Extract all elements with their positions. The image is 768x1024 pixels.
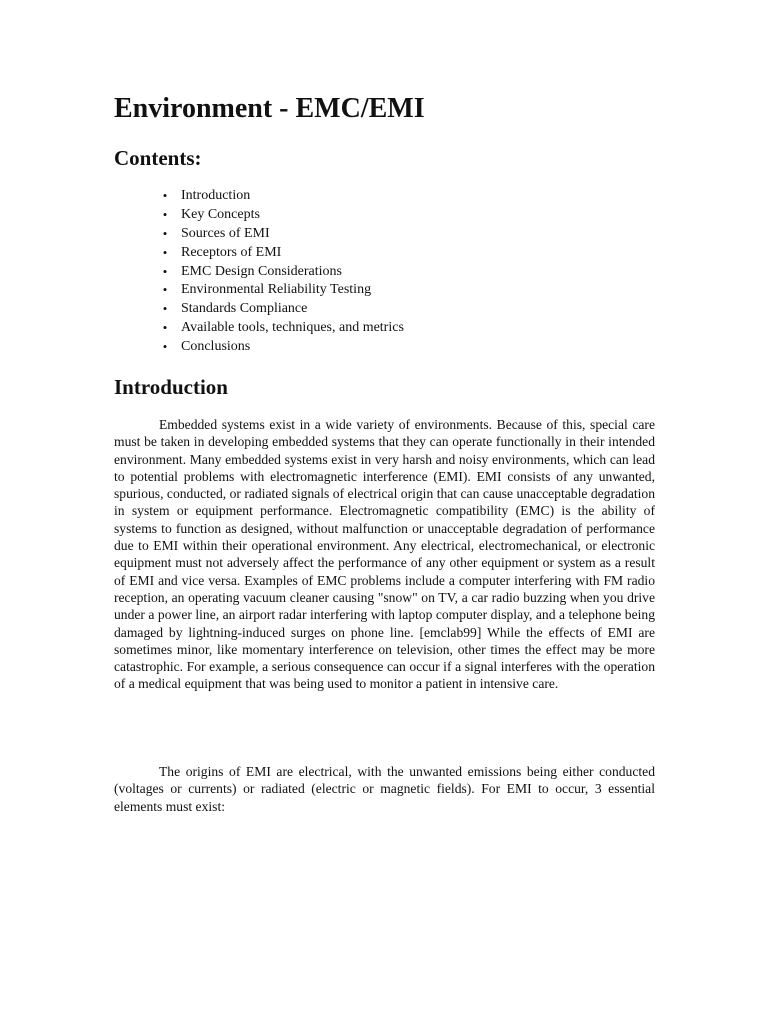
contents-item-conclusions [114,338,404,357]
contents-item-label: Environmental Reliability Testing [181,282,372,298]
introduction-paragraph-1: Embedded systems exist in a wide variety of environments. Because of this, special care must be taken in developing embedded systems that they can operate functionally in their intended environment. Many embedded systems exist in very harsh and noisy environments, which can lead to potential problems with electromagnetic interference (EMI). EMI consists of any unwanted, spurious, conducted, or radiated signals of electrical origin that can cause unacceptable degradation in system or equipment performance. Electromagnetic compatibility (EMC) is the ability of systems to function as designed, without malfunction or unacceptable degradation of performance due to EMI within their operational environment. Any electrical, electromechanical, or electronic equipment must not adversely affect the performance of any other equipment or system as a result of EMI and vice versa. Examples of EMC problems include a computer interfering with FM radio reception, an operating vacuum cleaner causing "snow" on TV, a car radio buzzing when you drive under a power line, an airport radar interfering with laptop computer display, and a telephone being damaged by lightning-induced surges on phone line. [emclab99] While the effects of EMI are sometimes minor, like momentary interference on television, other times the effect may be more catastrophic. For example, a serious consequence can occur if a signal interferes with the operation of a medical equipment that was being used to monitor a patient in intensive care. [114,417,655,692]
bullet-icon: • [162,206,168,222]
contents-item-environmental-reliability-testing [114,281,404,300]
contents-item-introduction [114,187,404,206]
contents-item-emc-design-considerations [114,263,404,282]
bullet-icon: • [162,282,168,298]
contents-item-label: Available tools, techniques, and metrics [181,320,404,336]
contents-item-label: EMC Design Considerations [181,263,342,279]
contents-item-key-concepts [114,206,404,225]
contents-item-available-tools [114,319,404,338]
contents-item-label: Introduction [181,188,251,203]
bullet-icon: • [162,244,168,260]
contents-item-label: Key Concepts [181,206,260,222]
contents-item-receptors-of-emi [114,244,404,263]
contents-item-label: Conclusions [181,339,251,355]
contents-item-standards-compliance [114,300,404,319]
contents-item-label: Sources of EMI [181,225,270,241]
contents-heading: Contents: [114,146,202,170]
contents-item-label: Standards Compliance [181,301,308,317]
introduction-heading: Introduction [114,375,228,399]
bullet-icon: • [162,320,168,336]
contents-list [114,187,404,357]
bullet-icon: • [162,188,168,203]
bullet-icon: • [162,263,168,279]
document-title: Environment - EMC/EMI [114,93,425,124]
contents-item-sources-of-emi [114,225,404,244]
bullet-icon: • [162,225,168,241]
introduction-paragraph-2: The origins of EMI are electrical, with the unwanted emissions being either conducted (voltages or currents) or radiated (electric or magnetic fields). For EMI to occur, 3 essential elements must exist: [114,764,655,814]
contents-item-label: Receptors of EMI [181,244,282,260]
bullet-icon: • [162,301,168,317]
bullet-icon: • [162,339,168,355]
